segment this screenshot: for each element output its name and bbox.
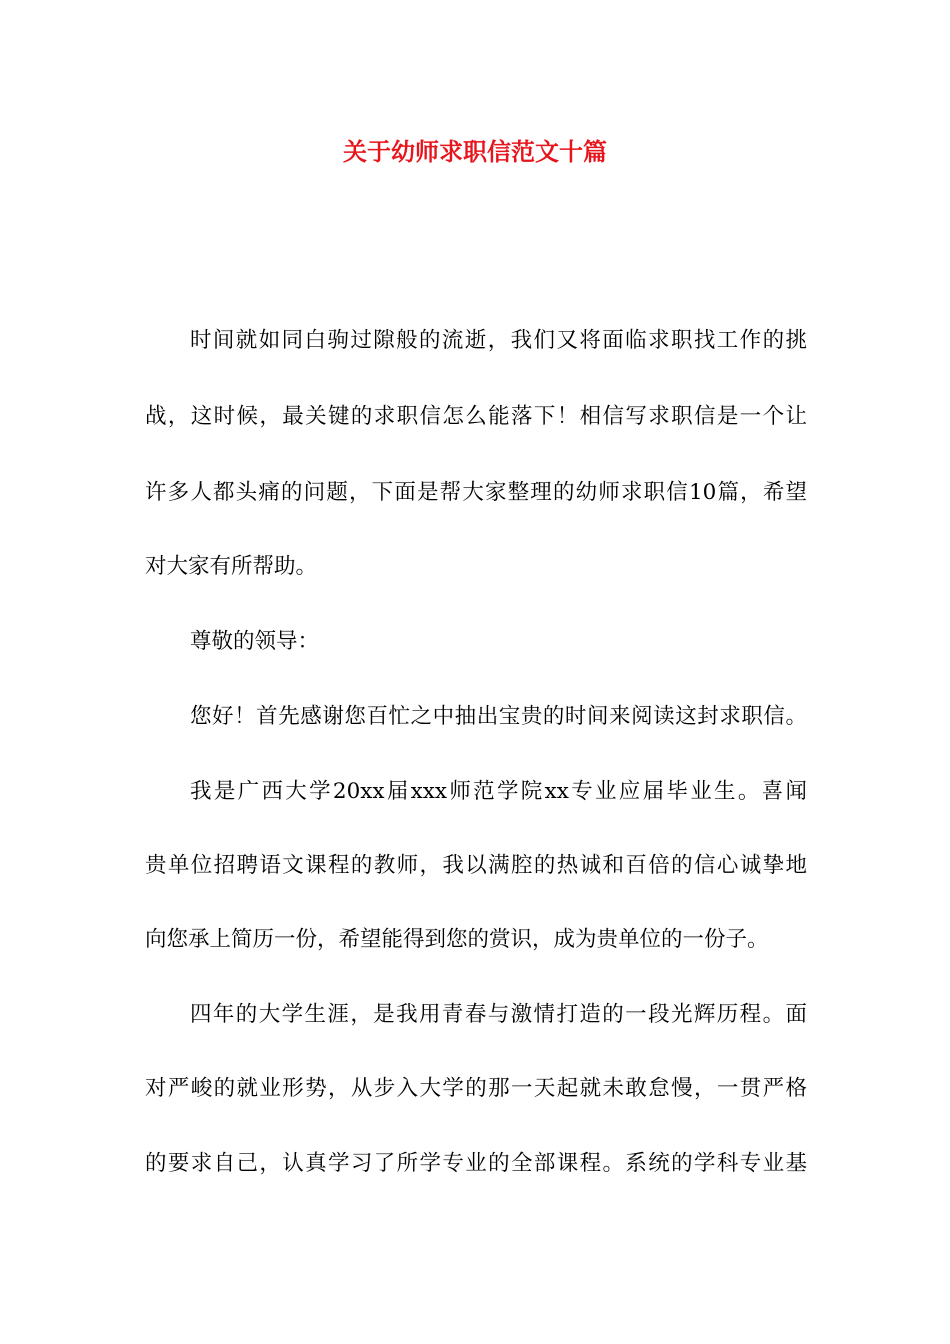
paragraph-line: 战，这时候，最关键的求职信怎么能落下！相信写求职信是一个让	[145, 404, 807, 429]
paragraph-line: 时间就如同白驹过隙般的流逝，我们又将面临求职找工作的挑	[190, 328, 807, 353]
paragraph-line: 对大家有所帮助。	[145, 554, 318, 579]
paragraph-line: 对严峻的就业形势，从步入大学的那一天起就未敢怠慢，一贯严格	[145, 1076, 807, 1101]
paragraph-line: 的要求自己，认真学习了所学专业的全部课程。系统的学科专业基	[145, 1151, 807, 1176]
document-title: 关于幼师求职信范文十篇	[343, 138, 607, 166]
paragraph-line: 您好！首先感谢您百忙之中抽出宝贵的时间来阅读这封求职信。	[190, 704, 807, 729]
paragraph-line: 我是广西大学20xx届xxx师范学院xx专业应届毕业生。喜闻	[190, 779, 807, 804]
paragraph-line: 向您承上简历一份，希望能得到您的赏识，成为贵单位的一份子。	[145, 927, 769, 952]
paragraph-line: 贵单位招聘语文课程的教师，我以满腔的热诚和百倍的信心诚挚地	[145, 853, 807, 878]
paragraph-line: 四年的大学生涯，是我用青春与激情打造的一段光辉历程。面	[190, 1002, 807, 1027]
paragraph-line: 许多人都头痛的问题，下面是帮大家整理的幼师求职信10篇，希望	[145, 480, 807, 505]
salutation-line: 尊敬的领导：	[190, 629, 320, 654]
